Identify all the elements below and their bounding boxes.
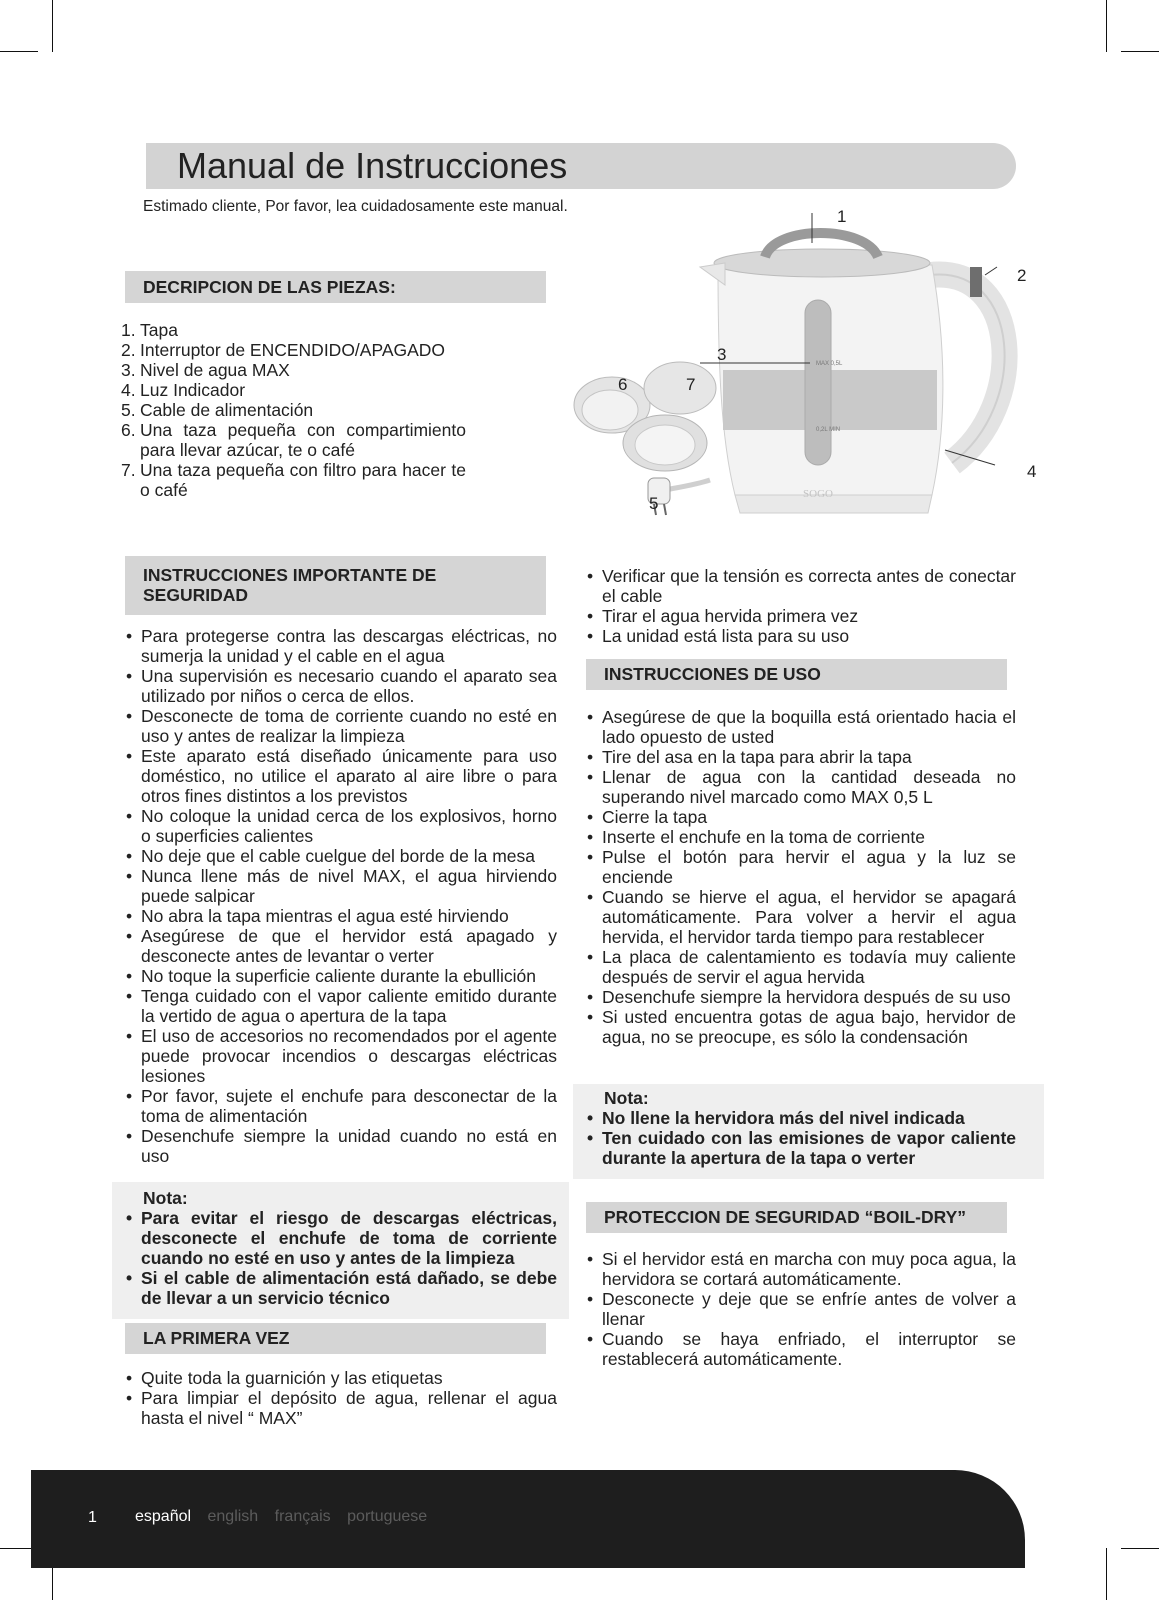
boil-dry-list: [584, 1249, 1016, 1369]
crop-mark: [1121, 51, 1159, 52]
list-item: • No toque la superficie caliente durante la ebullición: [126, 966, 536, 986]
list-item: • Desconecte de toma de corriente cuando no esté en uso y antes de realizar la limpieza: [126, 706, 557, 746]
list-item: • Si el cable de alimentación está dañado, se debe de llevar a un servicio técnico: [126, 1268, 557, 1308]
list-item: • Cuando se haya enfriado, el interruptor se restablecerá automáticamente.: [587, 1329, 1016, 1369]
parts-list: [121, 320, 466, 500]
list-item: • Para limpiar el depósito de agua, rellenar el agua hasta el nivel “ MAX”: [126, 1388, 557, 1428]
list-item: • Desenchufe siempre la unidad cuando no está en uso: [126, 1126, 557, 1166]
list-item: 7. Una taza pequeña con filtro para hacer te o café: [121, 460, 466, 500]
language-francais[interactable]: français: [274, 1508, 331, 1525]
list-item: • Este aparato está diseñado únicamente para uso doméstico, no utilice el aparato al aire libre o para otros fines distintos a los previstos: [126, 746, 557, 806]
safety-heading-line2: SEGURIDAD: [143, 585, 249, 605]
kettle-illustration: [560, 195, 1080, 535]
note-title: Nota:: [604, 1088, 649, 1108]
list-item: • Para protegerse contra las descargas eléctricas, no sumerja la unidad y el cable en el agua: [126, 626, 557, 666]
crop-mark: [1106, 0, 1107, 52]
safety-heading: [125, 556, 546, 615]
list-item: 6. Una taza pequeña con compartimiento para llevar azúcar, te o café: [121, 420, 466, 460]
note-list: [123, 1208, 557, 1308]
list-item: • Para evitar el riesgo de descargas eléctricas, desconecte el enchufe de toma de corriente cuando no esté en uso y antes de la limpieza: [126, 1208, 557, 1268]
intro-text: Estimado cliente, Por favor, lea cuidadosamente este manual.: [143, 198, 568, 215]
list-item: • La unidad está lista para su uso: [587, 626, 850, 646]
note-title: Nota:: [143, 1188, 188, 1208]
list-item: • No llene la hervidora más del nivel indicada: [587, 1108, 965, 1128]
list-item: • Ten cuidado con las emisiones de vapor caliente durante la apertura de la tapa o verter: [587, 1128, 1016, 1168]
brand-logo: SOGO: [803, 488, 833, 500]
list-item: • El uso de accesorios no recomendados por el agente puede provocar incendios o descargas eléctricas lesiones: [126, 1026, 557, 1086]
list-item: 3. Nivel de agua MAX: [121, 360, 290, 380]
crop-mark: [1106, 1548, 1107, 1600]
list-item: • No coloque la unidad cerca de los explosivos, horno o superficies calientes: [126, 806, 557, 846]
list-item: • Quite toda la guarnición y las etiquetas: [126, 1368, 443, 1388]
gauge-min-label: 0,2L MIN: [816, 427, 841, 433]
list-item: • Nunca llene más de nivel MAX, el agua hirviendo puede salpicar: [126, 866, 557, 906]
list-item: • Asegúrese de que la boquilla está orientado hacia el lado opuesto de usted: [587, 707, 1016, 747]
parts-heading: DECRIPCION DE LAS PIEZAS:: [125, 271, 546, 303]
list-item: • La placa de calentamiento es todavía muy caliente después de servir el agua hervida: [587, 947, 1016, 987]
list-item: • Tire del asa en la tapa para abrir la tapa: [587, 747, 912, 767]
list-item: • Desenchufe siempre la hervidora después de su uso: [587, 987, 1011, 1007]
language-selector: [135, 1508, 439, 1526]
page-title: Manual de Instrucciones: [177, 145, 568, 186]
usage-heading: INSTRUCCIONES DE USO: [586, 659, 1007, 690]
note-list: [584, 1108, 1016, 1168]
list-item: • No abra la tapa mientras el agua esté hirviendo: [126, 906, 509, 926]
list-item: • Por favor, sujete el enchufe para desconectar de la toma de alimentación: [126, 1086, 557, 1126]
list-item: • Si usted encuentra gotas de agua bajo, hervidor de agua, no se preocupe, es sólo la condensación: [587, 1007, 1016, 1047]
list-item: • Desconecte y deje que se enfríe antes de volver a llenar: [587, 1289, 1016, 1329]
callout-7: 7: [686, 375, 696, 394]
list-item: 1. Tapa: [121, 320, 178, 340]
list-item: 5. Cable de alimentación: [121, 400, 314, 420]
list-item: 2. Interruptor de ENCENDIDO/APAGADO: [121, 340, 446, 360]
list-item: • No deje que el cable cuelgue del borde de la mesa: [126, 846, 536, 866]
boil-dry-heading: PROTECCION DE SEGURIDAD “BOIL-DRY”: [586, 1202, 1007, 1233]
crop-mark: [1121, 1548, 1159, 1549]
callout-3: 3: [717, 345, 727, 364]
list-item: • Asegúrese de que el hervidor está apagado y desconecte antes de levantar o verter: [126, 926, 557, 966]
language-english[interactable]: english: [207, 1508, 259, 1525]
usage-list: [584, 707, 1016, 1047]
list-item: • Inserte el enchufe en la toma de corriente: [587, 827, 925, 847]
list-item: • Tenga cuidado con el vapor caliente emitido durante la vertido de agua o apertura de la tapa: [126, 986, 557, 1026]
callout-2: 2: [1017, 266, 1027, 285]
callout-1: 1: [837, 207, 847, 226]
page-number: 1: [88, 1509, 97, 1526]
gauge-max-label: MAX 0,5L: [816, 361, 843, 367]
list-item: • Si el hervidor está en marcha con muy poca agua, la hervidora se cortará automáticamente.: [587, 1249, 1016, 1289]
list-item: • Pulse el botón para hervir el agua y la luz se enciende: [587, 847, 1016, 887]
list-item: • Verificar que la tensión es correcta antes de conectar el cable: [587, 566, 1016, 606]
safety-heading-line1: INSTRUCCIONES IMPORTANTE DE: [143, 565, 437, 585]
list-item: • Llenar de agua con la cantidad deseada no superando nivel marcado como MAX 0,5 L: [587, 767, 1016, 807]
list-item: • Cuando se hierve el agua, el hervidor se apagará automáticamente. Para volver a hervir el agua hervida, el hervidor tarda tiempo para restablecer: [587, 887, 1016, 947]
crop-mark: [52, 0, 53, 52]
crop-mark: [0, 51, 38, 52]
list-item: • Tirar el agua hervida primera vez: [587, 606, 859, 626]
first-time-heading: LA PRIMERA VEZ: [125, 1323, 546, 1354]
first-time-list: [123, 1368, 557, 1428]
callout-5: 5: [649, 494, 659, 513]
first-time-list-continued: [584, 566, 1016, 646]
safety-list: [123, 626, 557, 1166]
callout-6: 6: [618, 375, 628, 394]
language-portuguese[interactable]: portuguese: [347, 1508, 428, 1525]
language-espanol[interactable]: español: [135, 1508, 192, 1525]
list-item: 4. Luz Indicador: [121, 380, 246, 400]
list-item: • Cierre la tapa: [587, 807, 708, 827]
callout-4: 4: [1027, 462, 1037, 481]
list-item: • Una supervisión es necesario cuando el aparato sea utilizado por niños o cerca de ellos.: [126, 666, 557, 706]
